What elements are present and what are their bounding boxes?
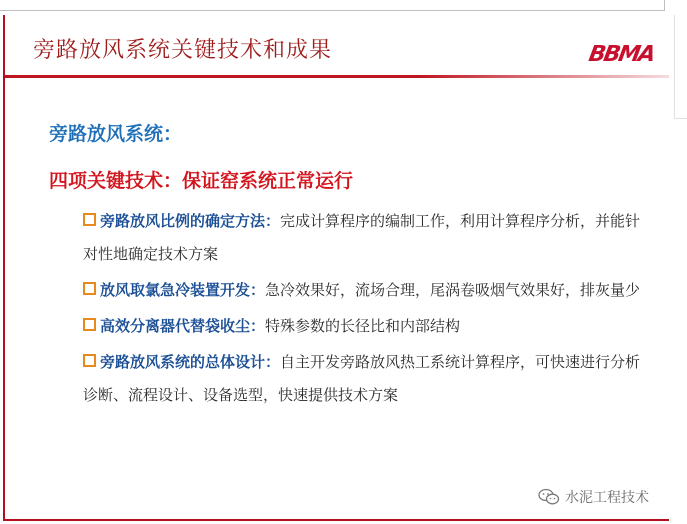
section-heading: 旁路放风系统： (49, 123, 183, 145)
bullet-item (83, 310, 643, 343)
wechat-icon (538, 488, 560, 506)
bullet-title: 旁路放风比例的确定方法： (100, 212, 281, 230)
bullet-title: 高效分离器代替袋收尘： (100, 317, 266, 335)
square-bullet-icon (83, 354, 96, 367)
watermark-text: 水泥工程技术 (565, 490, 649, 506)
square-bullet-icon (83, 282, 96, 295)
bullet-item (83, 274, 643, 307)
bullet-title: 旁路放风系统的总体设计： (100, 353, 281, 371)
bullet-text: 急冷效果好，流场合理，尾涡卷吸烟气效果好，排灰量少 (265, 281, 641, 299)
bullet-item (83, 346, 643, 412)
bullet-text: 完成计算程序的编制工作，利用计算程序分析，并能针对性地确定技术方案 (83, 212, 641, 263)
top-divider-tick (664, 0, 665, 11)
company-logo: BBMA (586, 42, 656, 67)
top-divider (0, 10, 664, 11)
right-panel-edge (674, 15, 675, 118)
header-rule (5, 75, 669, 78)
slide-title: 旁路放风系统关键技术和成果 (33, 38, 333, 63)
bullet-list (83, 205, 643, 415)
square-bullet-icon (83, 213, 96, 226)
square-bullet-icon (83, 318, 96, 331)
right-panel-edge-bottom (674, 118, 687, 119)
key-tech-heading: 四项关键技术：保证窑系统正常运行 (49, 170, 354, 192)
slide (3, 15, 669, 521)
bullet-item (83, 205, 643, 271)
bullet-text: 自主开发旁路放风热工系统计算程序，可快速进行分析诊断、流程设计、设备选型，快速提供技术方案 (83, 353, 641, 404)
bullet-title: 放风取氯急冷装置开发： (100, 281, 266, 299)
watermark (538, 487, 649, 507)
bullet-text: 特殊参数的长径比和内部结构 (265, 317, 461, 335)
